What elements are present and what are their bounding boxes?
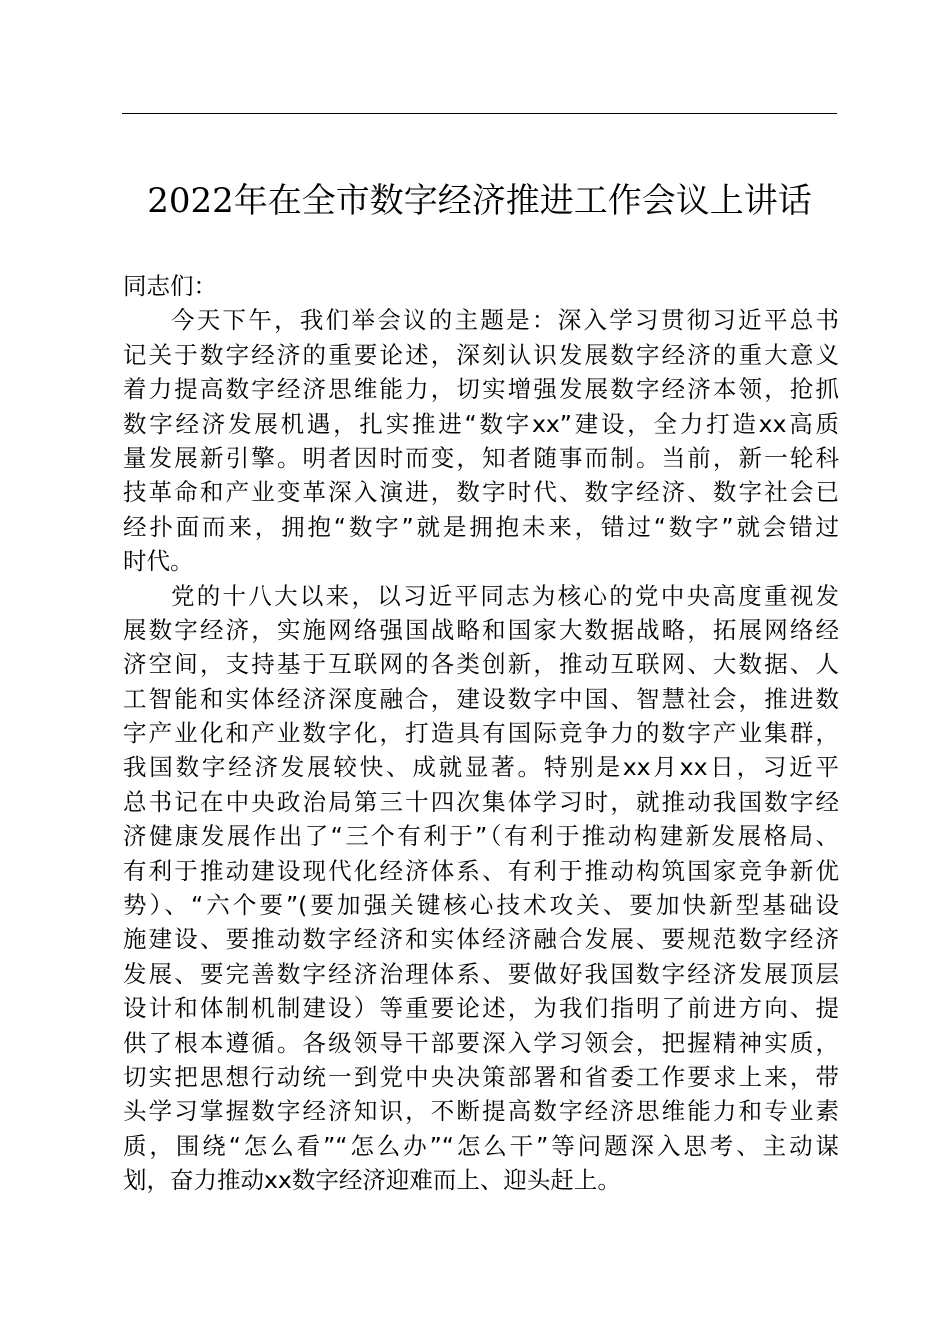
paragraph-2: [123, 579, 839, 1198]
paragraph-line: 济健康发展作出了“三个有利于”（有利于推动构建新发展格局、: [123, 822, 839, 851]
paragraph-line: 有利于推动建设现代化经济体系、有利于推动构筑国家竞争新优: [123, 856, 839, 885]
paragraph-line: 施建设、要推动数字经济和实体经济融合发展、要规范数字经济: [123, 925, 839, 954]
paragraph-line: 经扑面而来，拥抱“数字”就是拥抱未来，错过“数字”就会错过: [123, 512, 839, 541]
paragraph-line: 技革命和产业变革深入演进，数字时代、数字经济、数字社会已: [123, 478, 839, 507]
paragraph-line: 总书记在中央政治局第三十四次集体学习时，就推动我国数字经: [123, 787, 839, 816]
paragraph-line: 展数字经济，实施网络强国战略和国家大数据战略，拓展网络经: [123, 615, 839, 644]
paragraph-line: 济空间，支持基于互联网的各类创新，推动互联网、大数据、人: [123, 650, 839, 679]
paragraph-line: 工智能和实体经济深度融合，建设数字中国、智慧社会，推进数: [123, 684, 839, 713]
paragraph-line: 质，围绕“怎么看”“怎么办”“怎么干”等问题深入思考、主动谋: [123, 1131, 839, 1160]
salutation: 同志们：: [123, 272, 217, 300]
paragraph-line: 字产业化和产业数字化，打造具有国际竞争力的数字产业集群，: [123, 719, 839, 748]
header-rule: [122, 113, 837, 114]
document-body: [123, 269, 839, 1198]
paragraph-line: 切实把思想行动统一到党中央决策部署和省委工作要求上来，带: [123, 1062, 839, 1091]
paragraph-line: 量发展新引擎。明者因时而变，知者随事而制。当前，新一轮科: [123, 443, 839, 472]
paragraph-line: 今天下午，我们举会议的主题是：深入学习贯彻习近平总书: [171, 306, 839, 335]
paragraph-line: 划，奋力推动xx数字经济迎难而上、迎头赶上。: [123, 1166, 621, 1195]
paragraph-line: 时代。: [123, 547, 194, 576]
paragraph-line: 势）、“六个要”(要加强关键核心技术攻关、要加快新型基础设: [123, 891, 839, 920]
paragraph-line: 党的十八大以来，以习近平同志为核心的党中央高度重视发: [171, 581, 839, 610]
paragraph-line: 数字经济发展机遇，扎实推进“数字xx”建设，全力打造xx高质: [123, 409, 839, 438]
paragraph-line: 供了根本遵循。各级领导干部要深入学习领会，把握精神实质，: [123, 1028, 839, 1057]
paragraph-line: 着力提高数字经济思维能力，切实增强发展数字经济本领，抢抓: [123, 375, 839, 404]
paragraph-line: 我国数字经济发展较快、成就显著。特别是xx月xx日，习近平: [123, 753, 839, 782]
paragraph-line: 记关于数字经济的重要论述，深刻认识发展数字经济的重大意义: [123, 340, 839, 369]
paragraph-line: 发展、要完善数字经济治理体系、要做好我国数字经济发展顶层: [123, 959, 839, 988]
paragraph-line: 设计和体制机制建设）等重要论述，为我们指明了前进方向、提: [123, 994, 839, 1023]
paragraph-1: [123, 303, 839, 578]
paragraph-line: 头学习掌握数字经济知识，不断提高数字经济思维能力和专业素: [123, 1097, 839, 1126]
document-title: 2022年在全市数字经济推进工作会议上讲话: [147, 181, 812, 221]
